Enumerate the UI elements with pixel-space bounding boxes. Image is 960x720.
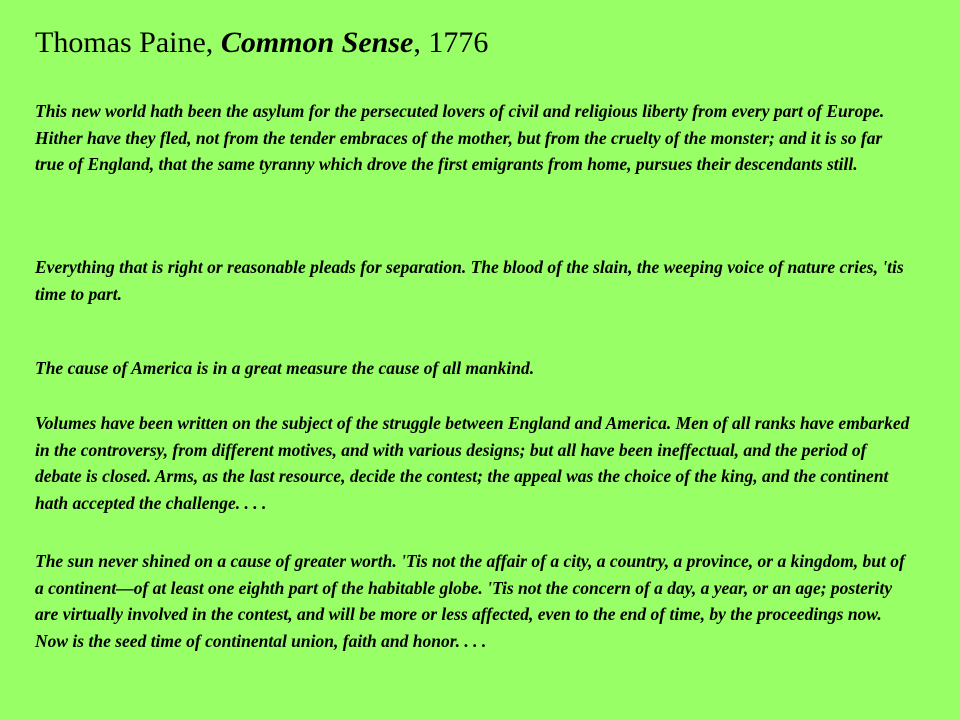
slide-title [35,22,488,64]
quote-paragraph-1: This new world hath been the asylum for the persecuted lovers of civil and religious liberty from every part of Europe. Hither have they fled, not from the tender embraces of the mother, but from the cruelty of the monster; and it is so far true of England, that the same tyranny which drove the first emigrants from home, pursues their descendants still. [35,101,885,174]
title-author: Thomas Paine, [35,26,221,59]
title-work: Common Sense [220,26,414,59]
quote-paragraph-3: The cause of America is in a great measure the cause of all mankind. [35,358,535,378]
quote-paragraph-4: Volumes have been written on the subject of the struggle between England and America. Men of all ranks have embarked in the controversy, from different motives, and with various designs; but all have been ineffectual, and the period of debate is closed. Arms, as the last resource, decide the contest; the appeal was the choice of the king, and the continent hath accepted the challenge. . . . [35,413,910,513]
quote-paragraph-5: The sun never shined on a cause of greater worth. 'Tis not the affair of a city, a country, a province, or a kingdom, but of a continent—of at least one eighth part of the habitable globe. 'Tis not the concern of a day, a year, or an age; posterity are virtually involved in the contest, and will be more or less affected, even to the end of time, by the proceedings now. Now is the seed time of continental union, faith and honor. . . . [35,551,905,651]
title-year: , 1776 [413,26,489,59]
quote-paragraph-2: Everything that is right or reasonable pleads for separation. The blood of the slain, the weeping voice of nature cries, 'tis time to part. [35,257,904,304]
